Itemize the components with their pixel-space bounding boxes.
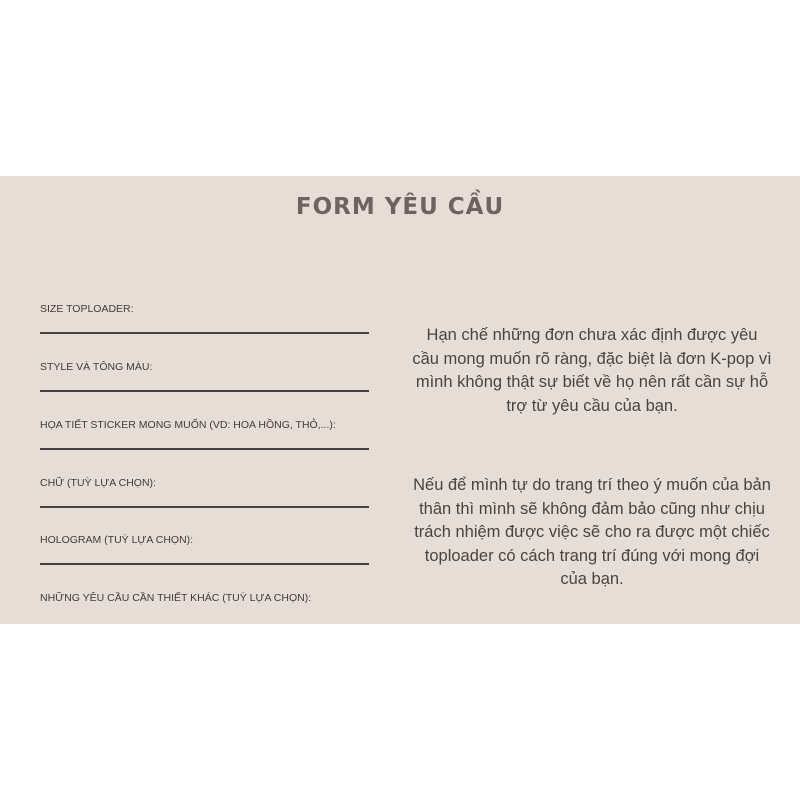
request-form-card bbox=[0, 176, 800, 624]
field-label: CHỮ (TUỲ LỰA CHỌN): bbox=[40, 477, 156, 489]
field-label: HOLOGRAM (TUỲ LỰA CHỌN): bbox=[40, 534, 194, 546]
field-underline bbox=[40, 448, 369, 450]
field-label: HỌA TIẾT STICKER MONG MUỐN (VD: HOA HỒNG, THỎ,...): bbox=[40, 419, 336, 431]
field-text bbox=[40, 477, 370, 489]
form-title: FORM YÊU CẦU bbox=[295, 194, 505, 220]
field-other-requests bbox=[40, 592, 370, 604]
field-label: NHỮNG YÊU CẦU CẦN THIẾT KHÁC (TUỲ LỰA CHỌN): bbox=[40, 592, 312, 604]
field-size-toploader bbox=[40, 303, 370, 315]
field-hologram bbox=[40, 534, 370, 546]
field-underline bbox=[40, 563, 369, 565]
field-underline bbox=[40, 390, 369, 392]
field-underline bbox=[40, 332, 369, 334]
field-label: SIZE TOPLOADER: bbox=[40, 303, 134, 315]
field-sticker-pattern bbox=[40, 419, 370, 431]
field-label: STYLE VÀ TÔNG MÀU: bbox=[40, 361, 153, 373]
note-paragraph-1: Hạn chế những đơn chưa xác định được yêu cầu mong muốn rõ ràng, đặc biệt là đơn K-pop vì mình không thật sự biết về họ nên rất cần sự hỗ trợ từ yêu cầu của bạn. bbox=[412, 326, 772, 415]
field-underline bbox=[40, 506, 369, 508]
field-style-color bbox=[40, 361, 370, 373]
note-paragraph-2: Nếu để mình tự do trang trí theo ý muốn của bản thân thì mình sẽ không đảm bảo cũng như chịu trách nhiệm được việc sẽ cho ra được một chiếc toploader có cách trang trí đúng với mong đợi của bạn. bbox=[413, 476, 771, 588]
